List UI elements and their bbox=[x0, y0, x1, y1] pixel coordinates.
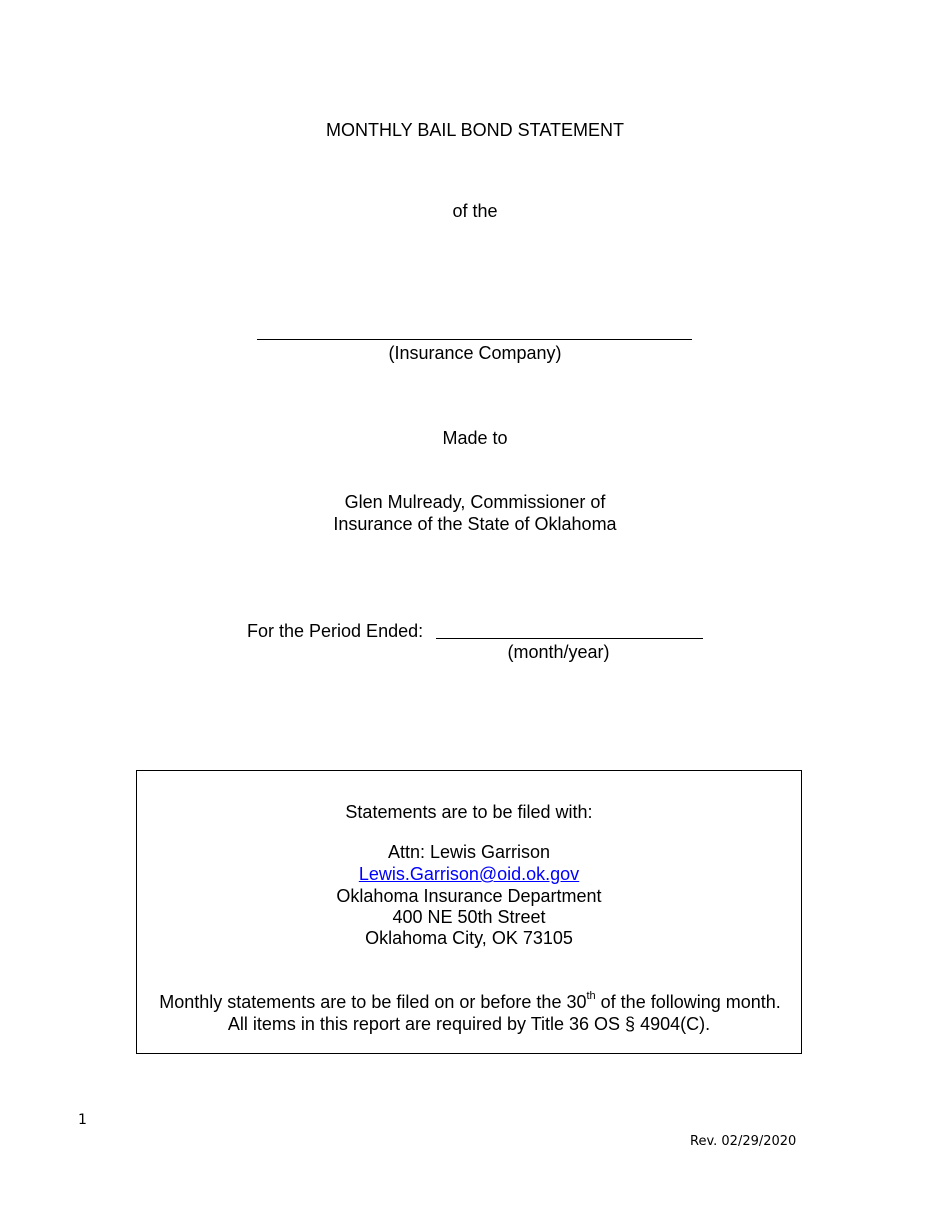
city-line: Oklahoma City, OK 73105 bbox=[365, 928, 573, 948]
commissioner-line-2: Insurance of the State of Oklahoma bbox=[333, 514, 617, 534]
insurance-company-blank-line bbox=[257, 339, 692, 340]
document-title: MONTHLY BAIL BOND STATEMENT bbox=[325, 120, 625, 140]
commissioner-line-1: Glen Mulready, Commissioner of bbox=[344, 492, 606, 512]
filing-heading: Statements are to be filed with: bbox=[345, 802, 593, 822]
made-to-text: Made to bbox=[442, 428, 508, 448]
attn-line: Attn: Lewis Garrison bbox=[387, 842, 551, 862]
period-ended-blank-line bbox=[436, 638, 703, 639]
deadline-text-start: Monthly statements are to be filed on or before the 30 bbox=[159, 992, 587, 1012]
deadline-line bbox=[138, 991, 802, 1013]
email-link[interactable]: Lewis.Garrison@oid.ok.gov bbox=[358, 864, 580, 884]
revision-date: Rev. 02/29/2020 bbox=[690, 1134, 797, 1149]
filing-instructions-box bbox=[136, 770, 802, 1054]
street-line: 400 NE 50th Street bbox=[392, 907, 546, 927]
of-the-text: of the bbox=[452, 201, 498, 221]
authority-line: All items in this report are required by Title 36 OS § 4904(C). bbox=[227, 1014, 711, 1034]
period-caption: (month/year) bbox=[507, 642, 610, 662]
email-line bbox=[137, 863, 801, 885]
period-ended-label: For the Period Ended: bbox=[247, 621, 424, 641]
page-number: 1 bbox=[78, 1112, 87, 1128]
insurance-company-caption: (Insurance Company) bbox=[388, 343, 562, 363]
department-line: Oklahoma Insurance Department bbox=[336, 886, 602, 906]
deadline-text-end: of the following month. bbox=[595, 992, 781, 1012]
deadline-ordinal: th bbox=[586, 990, 596, 1002]
